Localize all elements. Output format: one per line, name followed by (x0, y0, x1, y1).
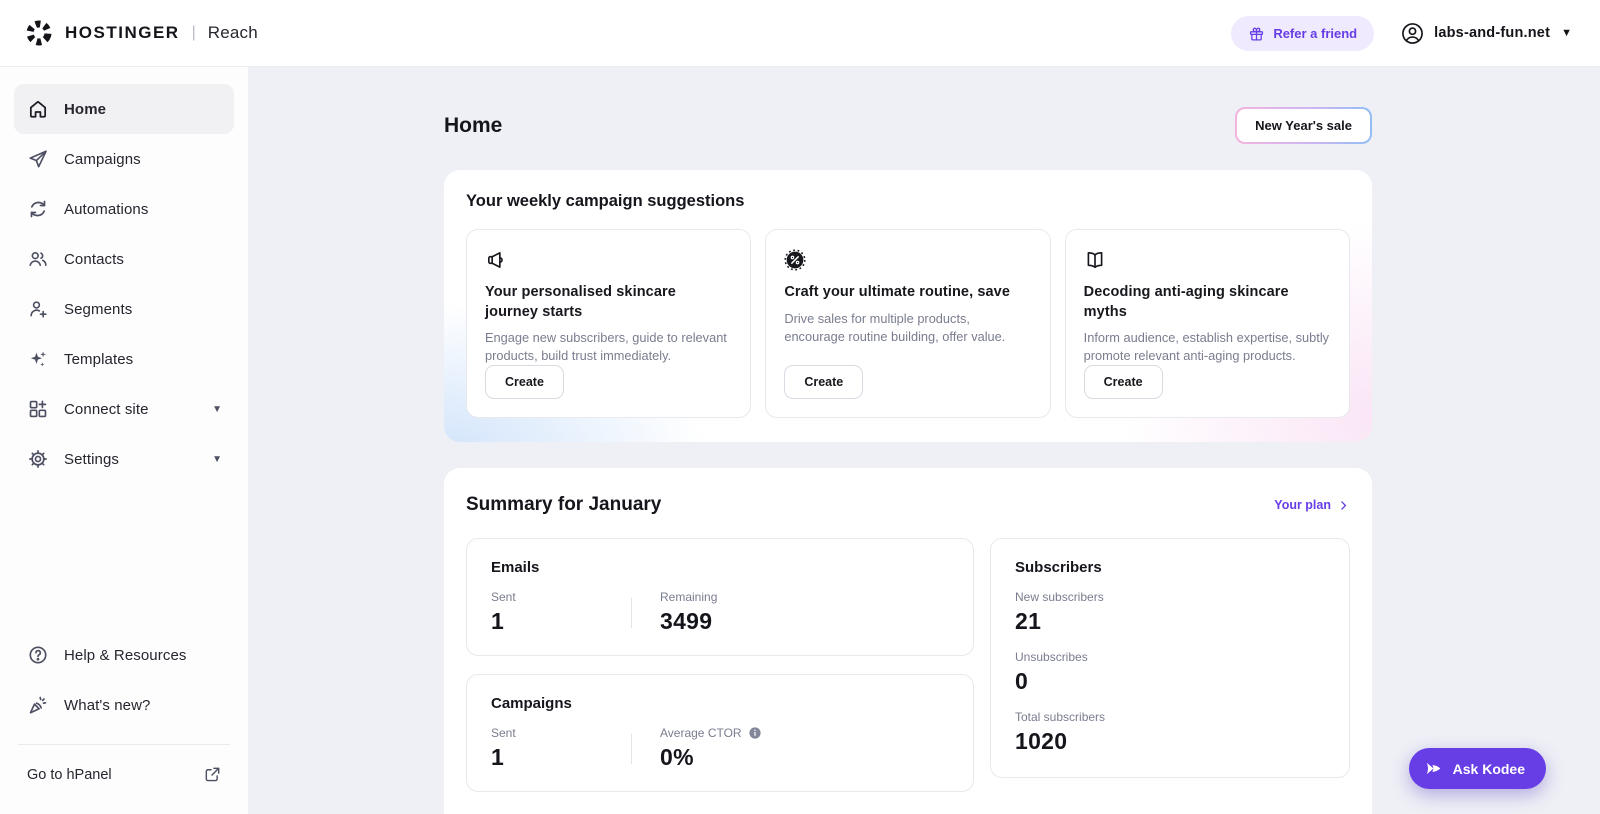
help-circle-icon (27, 644, 49, 666)
create-campaign-button[interactable]: Create (784, 365, 863, 399)
subscribers-stat-card (990, 538, 1350, 778)
ask-kodee-label: Ask Kodee (1452, 760, 1525, 777)
sidebar-item-label: Settings (64, 450, 119, 468)
chevron-down-icon: ▼ (212, 403, 222, 415)
stat-value: 1020 (1015, 728, 1068, 755)
chevron-down-icon: ▼ (212, 453, 222, 465)
suggestions-title: Your weekly campaign suggestions (466, 192, 745, 210)
grid-plus-icon (27, 398, 49, 420)
suggestion-card (1065, 229, 1350, 418)
gift-icon (1248, 25, 1265, 42)
emails-card-title: Emails (491, 559, 540, 577)
hpanel-label: Go to hPanel (27, 766, 112, 783)
person-add-icon (27, 298, 49, 320)
stat-label: Sent (491, 726, 516, 741)
sidebar-item-label: Campaigns (64, 150, 141, 168)
send-icon (27, 148, 49, 170)
suggestion-description: Engage new subscribers, guide to relevant products, build trust immediately. (485, 330, 727, 364)
suggestion-card (466, 229, 751, 418)
party-popper-icon (27, 694, 49, 716)
account-name: labs-and-fun.net (1434, 25, 1551, 41)
external-link-icon (203, 765, 222, 784)
create-campaign-button[interactable]: Create (485, 365, 564, 399)
stat-value: 3499 (660, 608, 713, 635)
main-content (248, 67, 1600, 814)
subscribers-card-title: Subscribers (1015, 559, 1102, 577)
sparkles-icon (27, 348, 49, 370)
stat-label: Sent (491, 590, 516, 605)
refer-a-friend-label: Refer a friend (1273, 25, 1358, 41)
suggestion-description: Inform audience, establish expertise, subtly promote relevant anti-aging products. (1083, 330, 1330, 364)
stat-value: 0% (660, 744, 694, 771)
sidebar (0, 67, 248, 814)
stat-value: 0 (1015, 668, 1029, 695)
stat-label: Remaining (660, 590, 718, 605)
brand-product-name: Reach (207, 23, 258, 42)
ask-kodee-button[interactable] (1409, 748, 1546, 789)
summary-title: Summary for January (466, 494, 662, 516)
your-plan-link[interactable] (1274, 498, 1350, 512)
sidebar-item-whats-new[interactable] (14, 680, 234, 730)
sidebar-item-label: Templates (64, 350, 134, 368)
gear-icon (27, 448, 49, 470)
stat-value: 1 (491, 608, 505, 635)
stat-label: Average CTOR (660, 726, 742, 741)
brand-logo[interactable] (25, 19, 258, 47)
hostinger-logo-icon (25, 19, 53, 47)
account-menu[interactable] (1400, 21, 1572, 46)
sync-icon (27, 198, 49, 220)
info-icon[interactable] (748, 726, 762, 740)
stat-value: 1 (491, 744, 505, 771)
brand-name: HOSTINGER (65, 23, 180, 42)
your-plan-label: Your plan (1274, 498, 1331, 513)
stat-divider (631, 598, 632, 628)
chevron-down-icon: ▼ (1561, 27, 1572, 39)
create-campaign-button[interactable]: Create (1084, 365, 1163, 399)
monthly-summary-panel (444, 468, 1372, 814)
sidebar-item-help-resources[interactable] (14, 630, 234, 680)
sidebar-item-label: Segments (64, 300, 133, 318)
campaigns-card-title: Campaigns (491, 695, 572, 713)
sidebar-item-campaigns[interactable] (14, 134, 234, 184)
home-icon (27, 98, 49, 120)
sidebar-item-label: Contacts (64, 250, 124, 268)
emails-stat-card (466, 538, 974, 656)
sidebar-item-label: Help & Resources (64, 646, 187, 664)
campaigns-stat-card (466, 674, 974, 792)
sidebar-item-label: What's new? (64, 696, 151, 714)
suggestion-description: Drive sales for multiple products, encourage routine building, offer value. (784, 310, 1006, 344)
suggestion-title: Craft your ultimate routine, save (784, 284, 1011, 300)
stat-label: New subscribers (1015, 590, 1104, 605)
suggestion-title: Your personalised skincare journey starts (485, 284, 676, 320)
suggestion-card (765, 229, 1050, 418)
megaphone-icon (485, 249, 507, 271)
discount-badge-icon (784, 249, 806, 271)
sidebar-divider (18, 744, 230, 745)
sidebar-item-templates[interactable] (14, 334, 234, 384)
new-years-sale-button[interactable]: New Year's sale (1235, 107, 1372, 144)
sidebar-item-settings[interactable] (14, 434, 234, 484)
sidebar-item-contacts[interactable] (14, 234, 234, 284)
kodee-icon (1423, 758, 1444, 779)
brand-separator: | (191, 24, 196, 41)
sidebar-item-segments[interactable] (14, 284, 234, 334)
weekly-suggestions-panel (444, 170, 1372, 442)
page-title: Home (444, 113, 503, 137)
open-book-icon (1084, 249, 1106, 271)
people-icon (27, 248, 49, 270)
sidebar-item-automations[interactable] (14, 184, 234, 234)
sidebar-item-connect-site[interactable] (14, 384, 234, 434)
stat-divider (631, 734, 632, 764)
sidebar-item-label: Connect site (64, 400, 149, 418)
user-avatar-icon (1400, 21, 1425, 46)
stat-label: Total subscribers (1015, 710, 1106, 725)
top-header (0, 0, 1600, 67)
sidebar-item-label: Automations (64, 200, 149, 218)
sidebar-item-home[interactable] (14, 84, 234, 134)
stat-label: Unsubscribes (1015, 650, 1088, 665)
refer-a-friend-button[interactable] (1231, 16, 1374, 51)
go-to-hpanel-link[interactable] (14, 759, 234, 784)
suggestion-title: Decoding anti-aging skincare myths (1083, 284, 1289, 320)
sidebar-item-label: Home (64, 100, 107, 118)
stat-value: 21 (1015, 608, 1042, 635)
chevron-right-icon (1337, 499, 1350, 512)
